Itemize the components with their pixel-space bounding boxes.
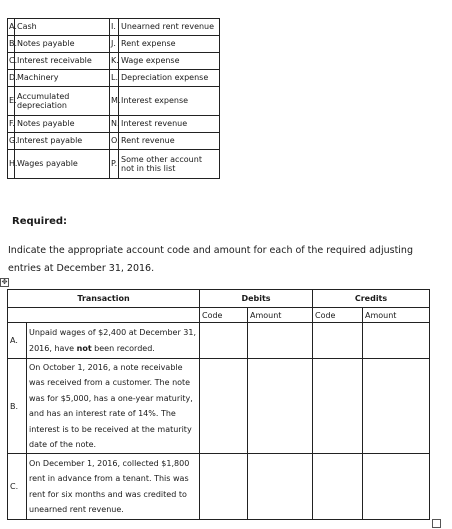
account-row <box>8 19 220 36</box>
debit-amount-cell[interactable] <box>248 454 313 520</box>
transaction-description: On December 1, 2016, collected $1,800 rent in advance from a tenant. This was rent for six months and was credited to unearned rent revenue. <box>27 454 200 520</box>
credit-code-cell[interactable] <box>313 454 363 520</box>
debit-code-cell[interactable] <box>200 323 248 359</box>
credit-amount-cell[interactable] <box>363 454 430 520</box>
header-row <box>8 290 430 308</box>
account-name: Notes payable <box>15 36 110 53</box>
subheader-blank <box>8 308 200 323</box>
debit-amount-cell[interactable] <box>248 323 313 359</box>
transaction-header: Transaction <box>8 290 200 308</box>
account-code: I. <box>110 19 119 36</box>
account-name: Cash <box>15 19 110 36</box>
account-code: K. <box>110 53 119 70</box>
account-code: B. <box>8 36 15 53</box>
credits-header: Credits <box>313 290 430 308</box>
debits-header: Debits <box>200 290 313 308</box>
account-name: Interest receivable <box>15 53 110 70</box>
account-name: Interest revenue <box>119 116 220 133</box>
account-code: H. <box>8 150 15 179</box>
account-code: L. <box>110 70 119 87</box>
required-heading: Required: <box>12 216 68 227</box>
credit-amount-cell[interactable] <box>363 323 430 359</box>
debit-code-cell[interactable] <box>200 359 248 454</box>
account-row <box>8 36 220 53</box>
table-resize-handle-icon[interactable] <box>432 519 441 528</box>
account-name: Rent expense <box>119 36 220 53</box>
account-code: G. <box>8 133 15 150</box>
transaction-row-c <box>8 454 430 520</box>
account-code: F. <box>8 116 15 133</box>
row-label: A. <box>8 323 27 359</box>
account-row <box>8 87 220 116</box>
account-name: Interest payable <box>15 133 110 150</box>
transaction-row-a <box>8 323 430 359</box>
account-name: Unearned rent revenue <box>119 19 220 36</box>
account-name: Depreciation expense <box>119 70 220 87</box>
subheader-row <box>8 308 430 323</box>
account-row <box>8 70 220 87</box>
credit-amount-header: Amount <box>363 308 430 323</box>
account-code: M. <box>110 87 119 116</box>
credit-code-header: Code <box>313 308 363 323</box>
credit-code-cell[interactable] <box>313 323 363 359</box>
debit-amount-header: Amount <box>248 308 313 323</box>
account-name: Wage expense <box>119 53 220 70</box>
account-name: Interest expense <box>119 87 220 116</box>
instructions-text: Indicate the appropriate account code and amount for each of the required adjusting entries at December 31, 2016. <box>8 245 413 274</box>
credit-amount-cell[interactable] <box>363 359 430 454</box>
account-row <box>8 53 220 70</box>
adjusting-entries-table <box>7 289 430 520</box>
account-row <box>8 150 220 179</box>
account-name: Rent revenue <box>119 133 220 150</box>
row-label: B. <box>8 359 27 454</box>
account-code: C. <box>8 53 15 70</box>
table-move-handle-icon[interactable]: ✥ <box>1 278 8 286</box>
debit-code-cell[interactable] <box>200 454 248 520</box>
account-name: Notes payable <box>15 116 110 133</box>
account-name: Accumulated depreciation <box>15 87 110 116</box>
account-name: Wages payable <box>15 150 110 179</box>
account-name: Machinery <box>15 70 110 87</box>
account-row <box>8 133 220 150</box>
transaction-row-b <box>8 359 430 454</box>
account-code: P. <box>110 150 119 179</box>
debit-amount-cell[interactable] <box>248 359 313 454</box>
debit-code-header: Code <box>200 308 248 323</box>
account-code: N. <box>110 116 119 133</box>
transaction-description: Unpaid wages of $2,400 at December 31, 2016, have not been recorded. <box>27 323 200 359</box>
transaction-description: On October 1, 2016, a note receivable was received from a customer. The note was for $5,000, has a one-year maturity, and has an interest rate of 14%. The interest is to be received at the maturity date of the note. <box>27 359 200 454</box>
account-code: J. <box>110 36 119 53</box>
account-codes-table <box>7 18 220 179</box>
account-row <box>8 116 220 133</box>
account-code: E. <box>8 87 15 116</box>
row-label: C. <box>8 454 27 520</box>
account-code: O. <box>110 133 119 150</box>
credit-code-cell[interactable] <box>313 359 363 454</box>
account-code: A. <box>8 19 15 36</box>
account-name: Some other account not in this list <box>119 150 220 179</box>
account-code: D. <box>8 70 15 87</box>
